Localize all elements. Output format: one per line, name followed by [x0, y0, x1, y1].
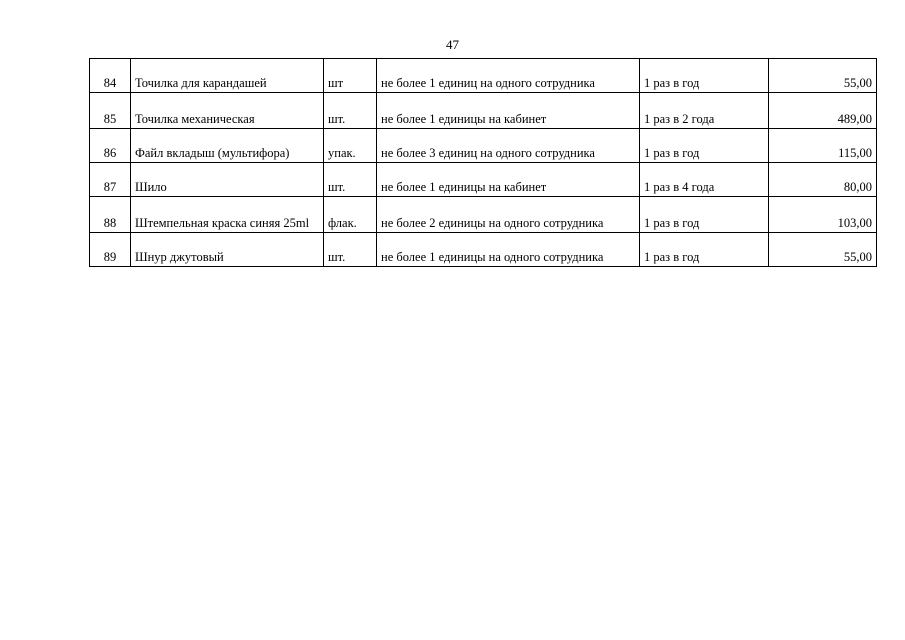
- item-unit: упак.: [324, 129, 377, 163]
- item-price: 55,00: [769, 59, 877, 93]
- item-unit: шт.: [324, 233, 377, 267]
- row-number: 89: [90, 233, 131, 267]
- item-name: Штемпельная краска синяя 25ml: [131, 197, 324, 233]
- page-number: 47: [446, 37, 459, 52]
- item-frequency: 1 раз в год: [640, 59, 769, 93]
- item-unit: шт: [324, 59, 377, 93]
- row-number: 84: [90, 59, 131, 93]
- item-name: Файл вкладыш (мультифора): [131, 129, 324, 163]
- row-number: 86: [90, 129, 131, 163]
- row-number: 88: [90, 197, 131, 233]
- table-row: [90, 93, 877, 129]
- item-unit: шт.: [324, 93, 377, 129]
- item-unit: шт.: [324, 163, 377, 197]
- item-norm: не более 1 единицы на одного сотрудника: [377, 233, 640, 267]
- table-row: [90, 59, 877, 93]
- table-row: [90, 163, 877, 197]
- item-frequency: 1 раз в год: [640, 197, 769, 233]
- table-row: [90, 233, 877, 267]
- item-norm: не более 1 единицы на кабинет: [377, 93, 640, 129]
- item-price: 103,00: [769, 197, 877, 233]
- table-row: [90, 129, 877, 163]
- item-norm: не более 1 единицы на кабинет: [377, 163, 640, 197]
- item-name: Точилка для карандашей: [131, 59, 324, 93]
- item-unit: флак.: [324, 197, 377, 233]
- item-price: 489,00: [769, 93, 877, 129]
- item-name: Точилка механическая: [131, 93, 324, 129]
- item-norm: не более 3 единиц на одного сотрудника: [377, 129, 640, 163]
- supply-norms-table: [89, 58, 877, 267]
- item-price: 80,00: [769, 163, 877, 197]
- item-norm: не более 2 единицы на одного сотрудника: [377, 197, 640, 233]
- item-price: 55,00: [769, 233, 877, 267]
- item-frequency: 1 раз в 2 года: [640, 93, 769, 129]
- item-frequency: 1 раз в 4 года: [640, 163, 769, 197]
- item-frequency: 1 раз в год: [640, 233, 769, 267]
- item-norm: не более 1 единиц на одного сотрудника: [377, 59, 640, 93]
- row-number: 85: [90, 93, 131, 129]
- table-row: [90, 197, 877, 233]
- item-frequency: 1 раз в год: [640, 129, 769, 163]
- item-price: 115,00: [769, 129, 877, 163]
- item-name: Шнур джутовый: [131, 233, 324, 267]
- row-number: 87: [90, 163, 131, 197]
- item-name: Шило: [131, 163, 324, 197]
